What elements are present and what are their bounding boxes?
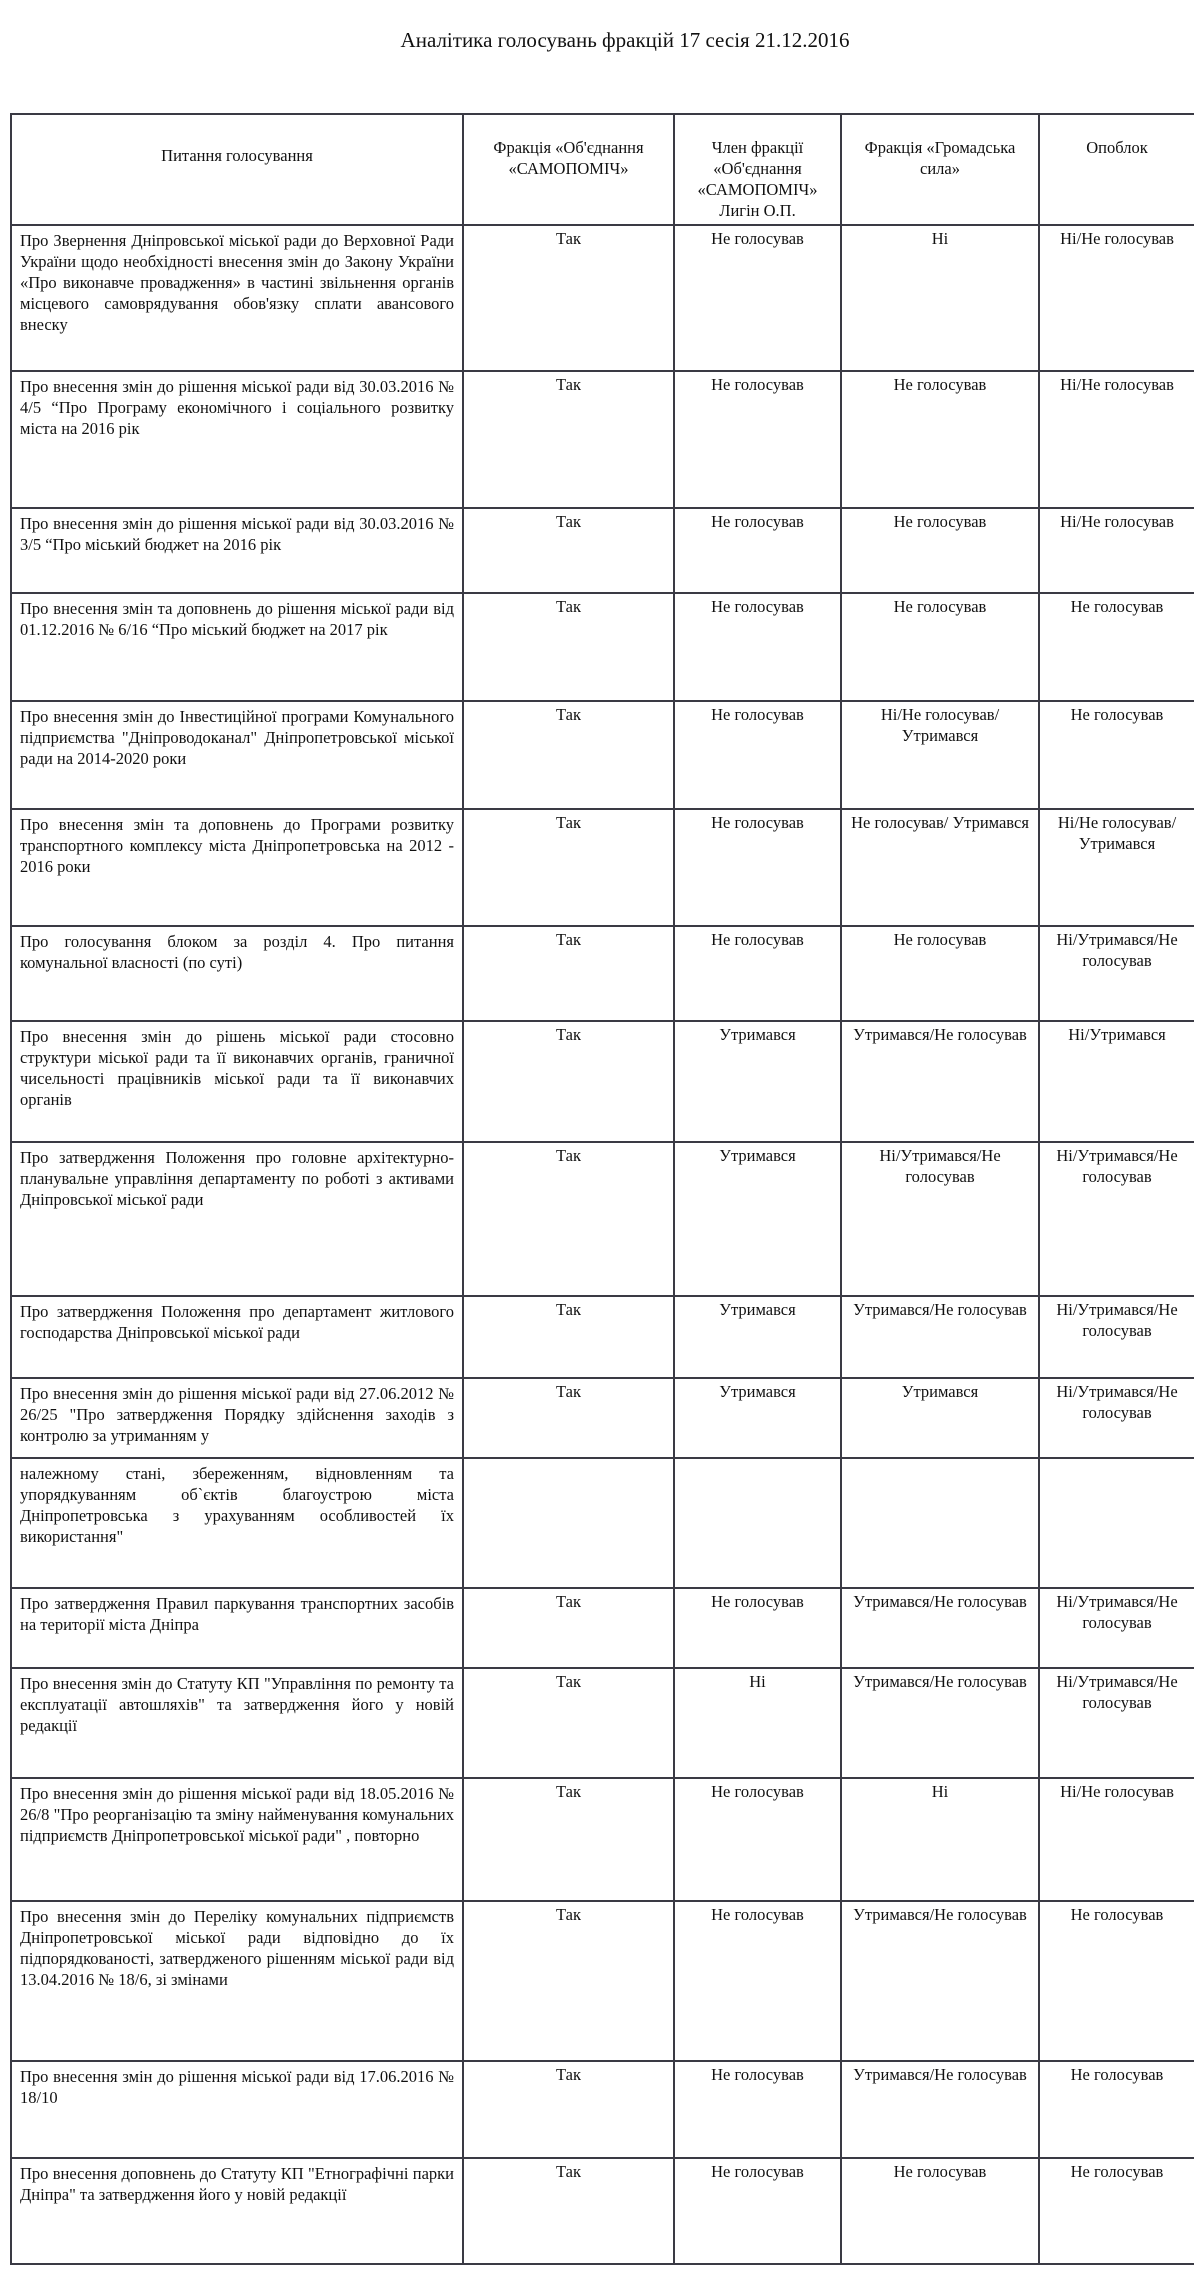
vote-samopomich: Так (463, 1588, 674, 1668)
vote-samopomich: Так (463, 926, 674, 1021)
table-body (11, 225, 1194, 2264)
table-row (11, 701, 1194, 809)
table-row (11, 1901, 1194, 2061)
question-cell: Про внесення змін до рішень міської ради стосовно структури міської ради та її виконавчих органів, граничної чисельності працівників міської ради та її виконавчих органів (11, 1021, 463, 1142)
voting-table (10, 113, 1194, 2265)
vote-hromadska-syla: Утримався/Не голосував (841, 1668, 1039, 1778)
vote-samopomich: Так (463, 701, 674, 809)
table-row (11, 1021, 1194, 1142)
question-cell: Про Звернення Дніпровської міської ради до Верховної Ради України щодо необхідності внесення змін до Закону України «Про виконавче провадження» в частині звільнення органів місцевого самоврядування обов'язку сплати авансового внеску (11, 225, 463, 371)
question-cell: Про внесення змін та доповнень до Програми розвитку транспортного комплексу міста Дніпропетровська на 2012 - 2016 роки (11, 809, 463, 926)
question-cell: Про голосування блоком за розділ 4. Про питання комунальної власності (по суті) (11, 926, 463, 1021)
question-cell: Про внесення змін до рішення міської ради від 17.06.2016 № 18/10 (11, 2061, 463, 2158)
vote-hromadska-syla: Не голосував (841, 593, 1039, 701)
question-cell: Про внесення змін до Статуту КП "Управління по ремонту та експлуатації автошляхів" та затвердження його у новій редакції (11, 1668, 463, 1778)
vote-lyhin: Не голосував (674, 371, 841, 508)
vote-lyhin: Ні (674, 1668, 841, 1778)
table-row (11, 1778, 1194, 1901)
table-row (11, 2061, 1194, 2158)
vote-hromadska-syla: Утримався/Не голосував (841, 2061, 1039, 2158)
vote-samopomich: Так (463, 508, 674, 593)
table-header-row (11, 114, 1194, 225)
vote-opoblok: Ні/Утримався/Не голосував (1039, 1668, 1194, 1778)
vote-opoblok: Не голосував (1039, 1901, 1194, 2061)
question-cell: Про внесення змін та доповнень до рішення міської ради від 01.12.2016 № 6/16 “Про міський бюджет на 2017 рік (11, 593, 463, 701)
vote-hromadska-syla: Не голосував (841, 2158, 1039, 2264)
question-cell: Про внесення змін до Переліку комунальних підприємств Дніпропетровської міської ради відповідно до їх підпорядкованості, затвердженого рішенням міської ради від 13.04.2016 № 18/6, зі змінами (11, 1901, 463, 2061)
header-samopomich: Фракція «Об'єднання «САМОПОМІЧ» (463, 114, 674, 225)
question-cell: Про внесення змін до рішення міської ради від 27.06.2012 № 26/25 "Про затвердження Порядку здійснення заходів з контролю за утриманням у (11, 1378, 463, 1458)
vote-opoblok: Ні/Утримався/Не голосував (1039, 1378, 1194, 1458)
vote-opoblok: Не голосував (1039, 593, 1194, 701)
table-row (11, 593, 1194, 701)
vote-opoblok: Ні/Не голосував (1039, 225, 1194, 371)
table-row (11, 1458, 1194, 1588)
vote-opoblok: Ні/Утримався/Не голосував (1039, 1296, 1194, 1378)
table-row (11, 225, 1194, 371)
vote-opoblok: Ні/Не голосував (1039, 1778, 1194, 1901)
question-cell: Про внесення змін до рішення міської ради від 30.03.2016 № 4/5 “Про Програму економічного і соціального розвитку міста на 2016 рік (11, 371, 463, 508)
question-cell: Про затвердження Положення про департамент житлового господарства Дніпровської міської ради (11, 1296, 463, 1378)
vote-opoblok: Ні/Утримався/Не голосував (1039, 926, 1194, 1021)
vote-samopomich: Так (463, 1778, 674, 1901)
vote-lyhin: Не голосував (674, 1588, 841, 1668)
table-row (11, 926, 1194, 1021)
header-hromadska-syla: Фракція «Громадська сила» (841, 114, 1039, 225)
table-row (11, 809, 1194, 926)
vote-lyhin: Не голосував (674, 508, 841, 593)
vote-opoblok: Не голосував (1039, 2061, 1194, 2158)
question-cell: Про внесення змін до рішення міської ради від 18.05.2016 № 26/8 "Про реорганізацію та зміну найменування комунальних підприємств Дніпропетровської міської ради" , повторно (11, 1778, 463, 1901)
header-lyhin: Член фракції «Об'єднання «САМОПОМІЧ» Лигін О.П. (674, 114, 841, 225)
table-row (11, 1378, 1194, 1458)
vote-hromadska-syla: Ні/Утримався/Не голосував (841, 1142, 1039, 1296)
vote-lyhin: Не голосував (674, 2158, 841, 2264)
table-row (11, 371, 1194, 508)
vote-hromadska-syla: Не голосував (841, 371, 1039, 508)
vote-opoblok: Ні/Утримався (1039, 1021, 1194, 1142)
vote-samopomich: Так (463, 1378, 674, 1458)
vote-samopomich: Так (463, 809, 674, 926)
vote-hromadska-syla: Утримався/Не голосував (841, 1588, 1039, 1668)
vote-samopomich: Так (463, 371, 674, 508)
vote-lyhin: Утримався (674, 1296, 841, 1378)
question-cell: Про внесення змін до Інвестиційної програми Комунального підприємства "Дніпроводоканал" Дніпропетровської міської ради на 2014-2020 роки (11, 701, 463, 809)
vote-hromadska-syla: Не голосував/ Утримався (841, 809, 1039, 926)
vote-opoblok (1039, 1458, 1194, 1588)
vote-hromadska-syla: Не голосував (841, 926, 1039, 1021)
vote-hromadska-syla: Ні (841, 1778, 1039, 1901)
table-row (11, 1142, 1194, 1296)
table-row (11, 1588, 1194, 1668)
question-cell: належному стані, збереженням, відновленням та упорядкуванням об`єктів благоустрою міста Дніпропетровська з урахуванням особливостей їх використання" (11, 1458, 463, 1588)
vote-hromadska-syla: Утримався (841, 1378, 1039, 1458)
table-row (11, 508, 1194, 593)
question-cell: Про затвердження Положення про головне архітектурно-планувальне управління департаменту по роботі з активами Дніпровської міської ради (11, 1142, 463, 1296)
vote-lyhin: Утримався (674, 1142, 841, 1296)
vote-lyhin: Не голосував (674, 1778, 841, 1901)
vote-opoblok: Не голосував (1039, 2158, 1194, 2264)
vote-opoblok: Ні/Не голосував/ Утримався (1039, 809, 1194, 926)
vote-lyhin: Не голосував (674, 1901, 841, 2061)
vote-samopomich: Так (463, 1142, 674, 1296)
vote-samopomich: Так (463, 1296, 674, 1378)
vote-lyhin: Не голосував (674, 593, 841, 701)
question-cell: Про внесення змін до рішення міської ради від 30.03.2016 № 3/5 “Про міський бюджет на 2016 рік (11, 508, 463, 593)
vote-opoblok: Ні/Утримався/Не голосував (1039, 1588, 1194, 1668)
question-cell: Про затвердження Правил паркування транспортних засобів на території міста Дніпра (11, 1588, 463, 1668)
vote-samopomich: Так (463, 1021, 674, 1142)
document-title: Аналітика голосувань фракцій 17 сесія 21.12.2016 (400, 28, 850, 52)
vote-samopomich (463, 1458, 674, 1588)
vote-hromadska-syla (841, 1458, 1039, 1588)
header-opoblok: Опоблок (1039, 114, 1194, 225)
vote-opoblok: Ні/Не голосував (1039, 371, 1194, 508)
question-cell: Про внесення доповнень до Статуту КП "Етнографічні парки Дніпра" та затвердження його у новій редакції (11, 2158, 463, 2264)
vote-samopomich: Так (463, 1668, 674, 1778)
vote-samopomich: Так (463, 225, 674, 371)
vote-opoblok: Ні/Не голосував (1039, 508, 1194, 593)
vote-lyhin: Не голосував (674, 225, 841, 371)
vote-hromadska-syla: Утримався/Не голосував (841, 1901, 1039, 2061)
vote-opoblok: Не голосував (1039, 701, 1194, 809)
vote-lyhin: Не голосував (674, 809, 841, 926)
vote-hromadska-syla: Утримався/Не голосував (841, 1296, 1039, 1378)
vote-hromadska-syla: Ні/Не голосував/ Утримався (841, 701, 1039, 809)
vote-samopomich: Так (463, 593, 674, 701)
vote-lyhin: Утримався (674, 1021, 841, 1142)
vote-hromadska-syla: Утримався/Не голосував (841, 1021, 1039, 1142)
vote-hromadska-syla: Ні (841, 225, 1039, 371)
vote-samopomich: Так (463, 2158, 674, 2264)
vote-lyhin: Не голосував (674, 926, 841, 1021)
vote-opoblok: Ні/Утримався/Не голосував (1039, 1142, 1194, 1296)
vote-lyhin (674, 1458, 841, 1588)
vote-lyhin: Не голосував (674, 701, 841, 809)
vote-samopomich: Так (463, 1901, 674, 2061)
vote-samopomich: Так (463, 2061, 674, 2158)
table-row (11, 1296, 1194, 1378)
header-question: Питання голосування (11, 114, 463, 225)
vote-lyhin: Не голосував (674, 2061, 841, 2158)
vote-hromadska-syla: Не голосував (841, 508, 1039, 593)
vote-lyhin: Утримався (674, 1378, 841, 1458)
table-row (11, 2158, 1194, 2264)
table-row (11, 1668, 1194, 1778)
